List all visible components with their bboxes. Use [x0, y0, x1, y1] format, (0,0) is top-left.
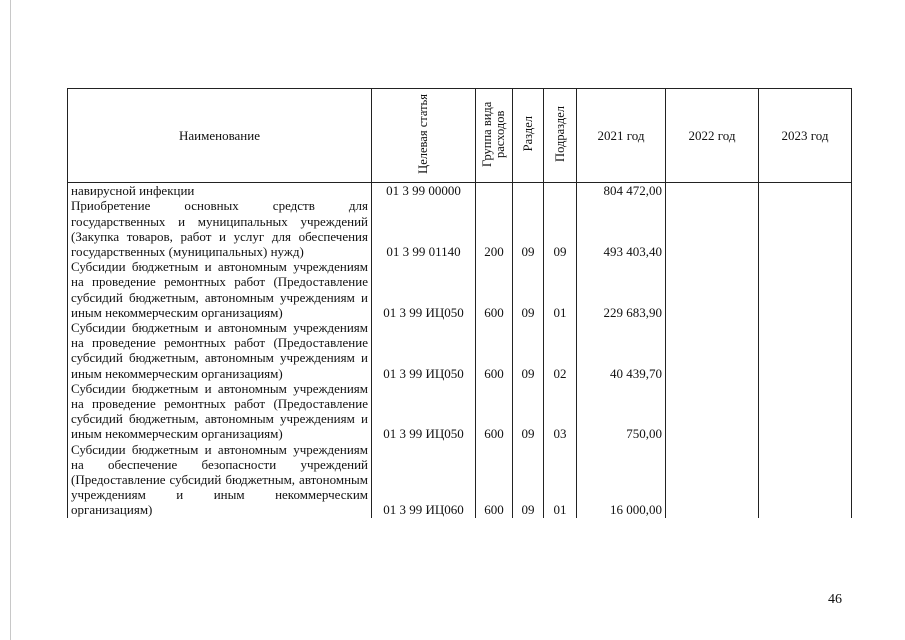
page-number: 46: [828, 592, 842, 607]
header-year-2022: 2022 год: [666, 89, 759, 183]
row-name: Субсидии бюджетным и автономным учреждениям на проведение ремонтных работ (Предоставление субсидий бюджетным, автономным учреждениям и иным некоммерческим организациям): [68, 259, 372, 320]
row-expense-group: 600: [476, 320, 513, 381]
row-name: Субсидии бюджетным и автономным учреждениям на проведение ремонтных работ (Предоставление субсидий бюджетным, автономным учреждениям и иным некоммерческим организациям): [68, 381, 372, 442]
table-row: [68, 259, 852, 320]
row-expense-group: 600: [476, 259, 513, 320]
row-expense-group: 600: [476, 442, 513, 518]
row-value-2022: [666, 320, 759, 381]
row-expense-group: [476, 183, 513, 199]
row-target-article: 01 3 99 ИЦ050: [372, 320, 476, 381]
row-value-2021: 804 472,00: [577, 183, 666, 199]
row-subsection: [544, 183, 577, 199]
row-value-2021: 16 000,00: [577, 442, 666, 518]
row-name: Субсидии бюджетным и автономным учреждениям на проведение ремонтных работ (Предоставление субсидий бюджетным, автономным учреждениям и иным некоммерческим организациям): [68, 320, 372, 381]
row-section: 09: [513, 198, 544, 259]
table-row: [68, 198, 852, 259]
row-section: 09: [513, 259, 544, 320]
row-value-2023: [759, 259, 852, 320]
row-subsection: 03: [544, 381, 577, 442]
row-value-2022: [666, 381, 759, 442]
row-value-2021: 493 403,40: [577, 198, 666, 259]
row-expense-group: 600: [476, 381, 513, 442]
table-row: [68, 381, 852, 442]
row-section: 09: [513, 381, 544, 442]
header-year-2023: 2023 год: [759, 89, 852, 183]
row-value-2023: [759, 183, 852, 199]
row-name: Приобретение основных средств для государственных и муниципальных учреждений (Закупка товаров, работ и услуг для обеспечения государственных (муниципальных) нужд): [68, 198, 372, 259]
row-subsection: 01: [544, 259, 577, 320]
budget-table: [67, 88, 852, 518]
row-name: Субсидии бюджетным и автономным учреждениям на обеспечение безопасности учреждений (Предоставление субсидий бюджетным, автономным учреждениям и иным некоммерческим организациям): [68, 442, 372, 518]
header-section: Раздел: [513, 89, 544, 183]
row-target-article: 01 3 99 ИЦ050: [372, 259, 476, 320]
row-value-2023: [759, 320, 852, 381]
row-value-2021: 40 439,70: [577, 320, 666, 381]
row-target-article: 01 3 99 ИЦ050: [372, 381, 476, 442]
row-value-2023: [759, 442, 852, 518]
row-subsection: 01: [544, 442, 577, 518]
row-section: 09: [513, 320, 544, 381]
header-expense-group: Группа вида расходов: [476, 89, 513, 183]
row-expense-group: 200: [476, 198, 513, 259]
row-subsection: 09: [544, 198, 577, 259]
row-value-2023: [759, 381, 852, 442]
table-row: [68, 442, 852, 518]
row-section: [513, 183, 544, 199]
scan-margin-line: [10, 0, 11, 640]
row-name: навирусной инфекции: [68, 183, 372, 199]
row-target-article: 01 3 99 ИЦ060: [372, 442, 476, 518]
table-header-row: [68, 89, 852, 183]
row-value-2023: [759, 198, 852, 259]
header-subsection: Подраздел: [544, 89, 577, 183]
table-row: [68, 183, 852, 199]
row-target-article: 01 3 99 00000: [372, 183, 476, 199]
row-value-2021: 229 683,90: [577, 259, 666, 320]
row-value-2022: [666, 259, 759, 320]
row-value-2022: [666, 442, 759, 518]
table-row: [68, 320, 852, 381]
row-value-2022: [666, 198, 759, 259]
row-value-2022: [666, 183, 759, 199]
row-subsection: 02: [544, 320, 577, 381]
row-value-2021: 750,00: [577, 381, 666, 442]
header-year-2021: 2021 год: [577, 89, 666, 183]
header-target-article: Целевая статья: [372, 89, 476, 183]
header-name: Наименование: [68, 89, 372, 183]
row-section: 09: [513, 442, 544, 518]
row-target-article: 01 3 99 01140: [372, 198, 476, 259]
